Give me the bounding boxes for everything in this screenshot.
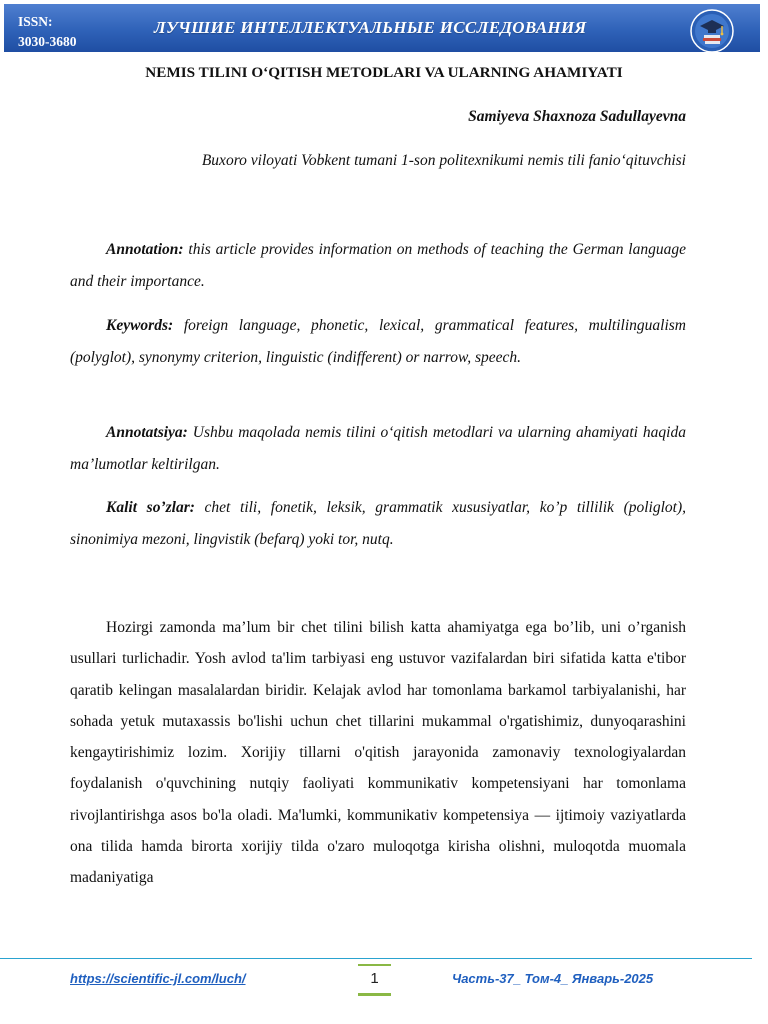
journal-title: ЛУЧШИЕ ИНТЕЛЛЕКТУАЛЬНЫЕ ИССЛЕДОВАНИЯ (154, 18, 587, 37)
annotation-text: this article provides information on methods of teaching the German language and their importance. (70, 241, 686, 290)
graduation-cap-books-icon (690, 9, 734, 53)
article-title: NEMIS TILINI O‘QITISH METODLARI VA ULARNING AHAMIYATI (145, 64, 623, 81)
issn-block (18, 12, 108, 52)
page-number-box (358, 964, 391, 996)
annotatsiya-paragraph (70, 417, 686, 480)
journal-header-bar (4, 4, 760, 52)
issn-number: 3030-3680 (18, 34, 77, 49)
keywords-label: Keywords: (106, 317, 174, 334)
author-affiliation: Buxoro viloyati Vobkent tumani 1-son politexnikumi nemis tili fanio‘qituvchisi (201, 152, 686, 169)
journal-url-link[interactable]: https://scientific-jl.com/luch/ (70, 971, 246, 986)
kalit-sozlar-paragraph (70, 492, 686, 555)
page-number: 1 (370, 970, 379, 987)
keywords-text: foreign language, phonetic, lexical, grammatical features, multilingualism (polyglot), synonymy criterion, linguistic (indifferent) or narrow, speech. (70, 317, 686, 366)
annotatsiya-text: Ushbu maqolada nemis tilini o‘qitish metodlari va ularning ahamiyati haqida ma’lumotlar keltirilgan. (70, 424, 686, 473)
kalit-sozlar-text: chet tili, fonetik, leksik, grammatik xususiyatlar, ko’p tillilik (poliglot), sinonimiya mezoni, lingvistik (befarq) yoki tor, nutq. (70, 499, 686, 548)
footer-divider (0, 958, 752, 959)
annotatsiya-label: Annotatsiya: (106, 424, 188, 441)
annotation-paragraph (70, 234, 686, 297)
issn-label: ISSN: (18, 14, 53, 29)
issue-info: Часть-37_ Том-4_ Январь-2025 (452, 971, 654, 986)
article-author: Samiyeva Shaxnoza Sadullayevna (468, 108, 686, 125)
annotation-label: Annotation: (106, 241, 184, 258)
keywords-paragraph (70, 310, 686, 373)
kalit-sozlar-label: Kalit so’zlar: (106, 499, 195, 516)
body-paragraph: Hozirgi zamonda ma’lum bir chet tilini bilish katta ahamiyatga ega bo’lib, uni o’rganish usullari turlichadir. Yosh avlod ta'lim tarbiyasi eng ustuvor vazifalardan biri sifatida katta e'tibor qaratib kelingan masalalardan biridir. Kelajak avlod har tomonlama barkamol tarbiyalanishi, har sohada yetuk mutaxassis bo'lishi uchun chet tillarini mukammal o'rgatishimiz, dunyoqarashini kengaytirishimiz lozim. Xorijiy tillarni o'qitish jarayonida zamonaviy texnologiyalardan foydalanish o'quvchining nutqiy faoliyati kommunikativ kompetensiyani har tomonlama rivojlantirishga asos bo'la oladi. Ma'lumki, kommunikativ kompetensiya — ijtimoiy vaziyatlarda ona tilida hamda birorta xorijiy tilda o'zaro muloqotga kirisha olishni, muloqotda muomala madaniyatiga (70, 619, 686, 887)
